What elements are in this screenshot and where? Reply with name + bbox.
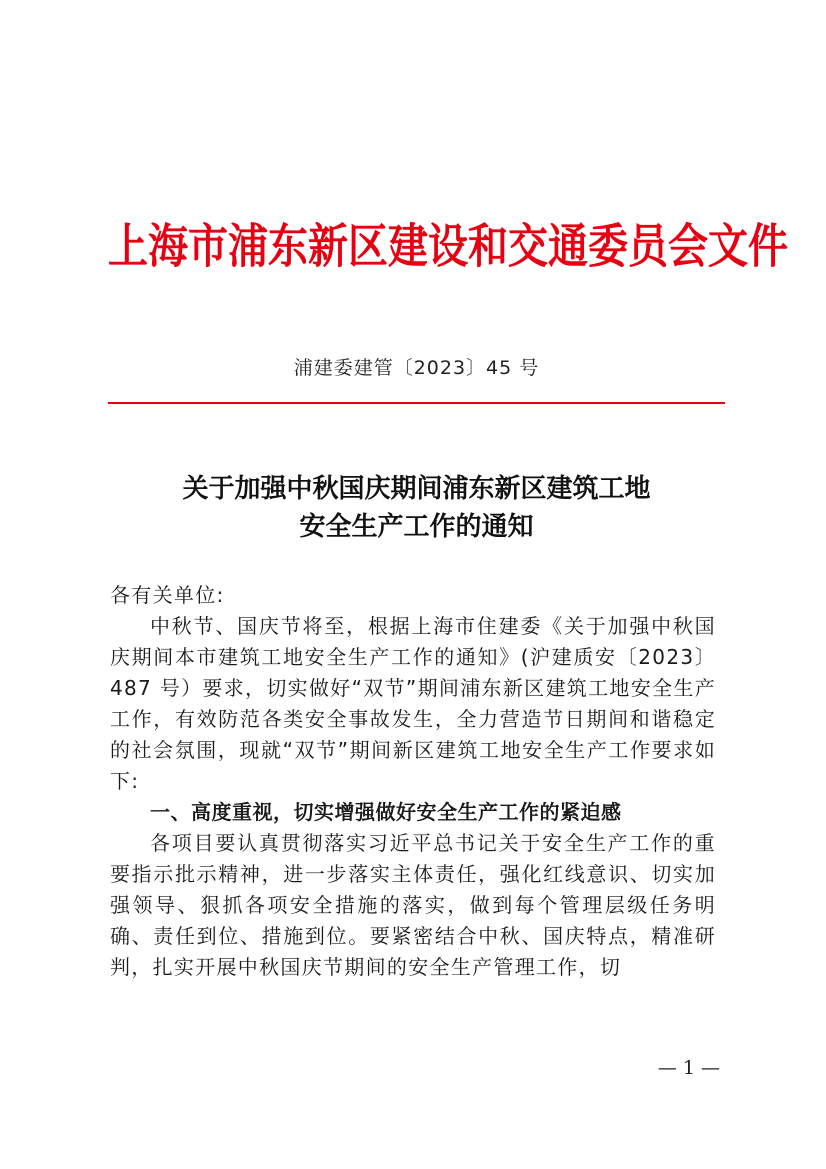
salutation: 各有关单位: (110, 583, 225, 607)
section-heading-1: 一、高度重视，切实增强做好安全生产工作的紧迫感 (150, 800, 622, 824)
section-paragraph-1: 各项目要认真贯彻落实习近平总书记关于安全生产工作的重要指示批示精神，进一步落实主体责任，强化红线意识、切实加强领导、狠抓各项安全措施的落实，做到每个管理层级任务明确、责任到位、措施到位。要紧密结合中秋、国庆特点，精准研判，扎实开展中秋国庆节期间的安全生产管理工作，切 (110, 831, 716, 979)
red-divider (108, 402, 725, 404)
masthead-title: 上海市浦东新区建设和交通委员会文件 (108, 220, 788, 275)
notice-title-line2: 安全生产工作的通知 (299, 512, 534, 542)
notice-title (108, 470, 725, 546)
document-number: 浦建委建管〔2023〕45 号 (293, 357, 540, 379)
page-number: — 1 — (657, 1057, 720, 1079)
intro-paragraph: 中秋节、国庆节将至，根据上海市住建委《关于加强中秋国庆期间本市建筑工地安全生产工作的通知》(沪建质安〔2023〕487 号）要求，切实做好“双节”期间浦东新区建筑工地安全生产工作，有效防范各类安全事故发生，全力营造节日期间和谐稳定的社会氛围，现就“双节”期间新区建筑工地安全生产工作要求如下: (110, 614, 716, 793)
notice-title-line1: 关于加强中秋国庆期间浦东新区建筑工地 (182, 474, 651, 504)
notice-body (110, 580, 716, 983)
